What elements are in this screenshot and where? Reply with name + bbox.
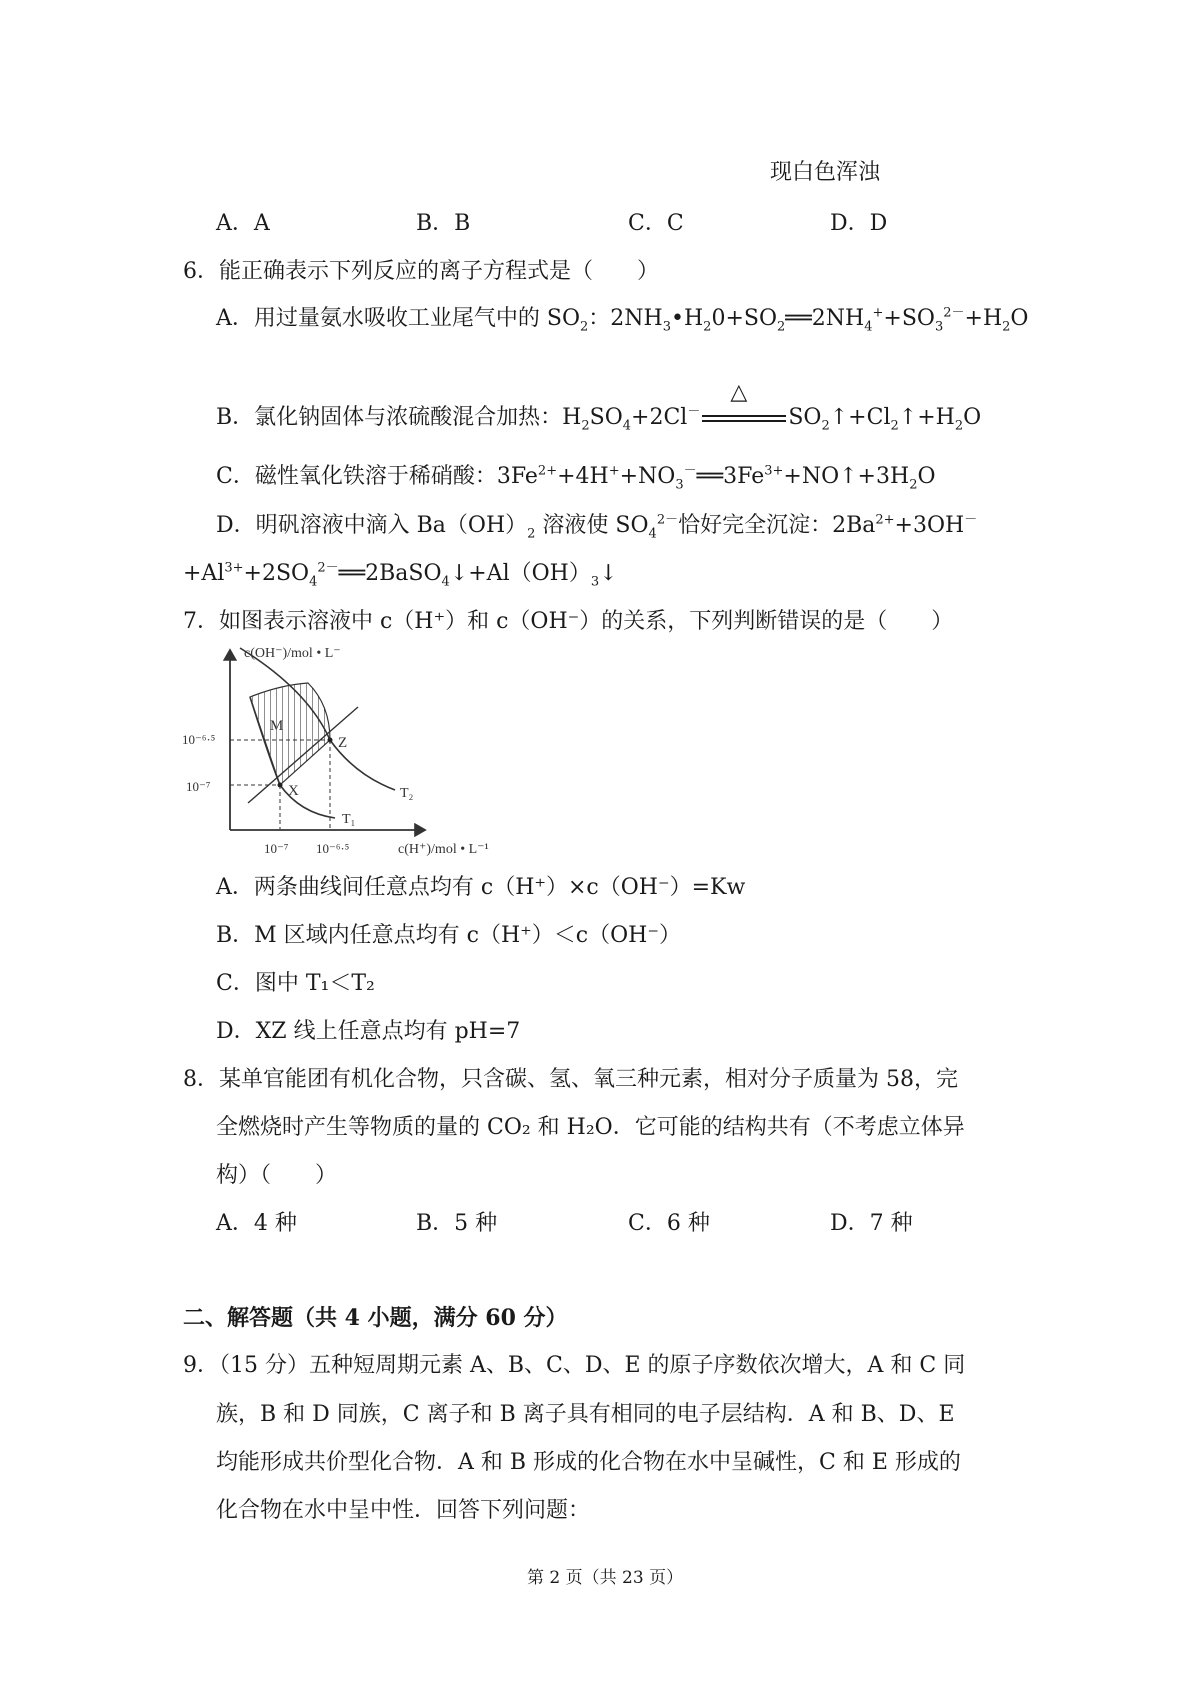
label-m: M xyxy=(270,718,284,734)
q6-option-b: B．氯化钠固体与浓硫酸混合加热：$H_2SO_4+2Cl^-$ △ $SO_2↑+Cl_2↑+H_2O$ xyxy=(216,380,982,434)
q5-option-d: D．D xyxy=(830,211,888,236)
q5-option-c: C．C xyxy=(628,211,684,236)
q8-option-d: D．7 种 xyxy=(830,1211,913,1236)
page-footer: 第 2 页（共 23 页） xyxy=(527,1568,684,1588)
x-axis-label: c(H⁺)/mol • L⁻¹ xyxy=(398,842,489,857)
point-z xyxy=(328,738,333,743)
q6-option-d: D．明矾溶液中滴入 $Ba(OH)_2$ 溶液使 $SO_4^{2-}$恰好完全沉淀：$2Ba^{2+}+3OH^-$ xyxy=(216,512,978,542)
q8-option-c: C．6 种 xyxy=(628,1211,710,1236)
double-line xyxy=(702,415,786,422)
heating-arrow xyxy=(700,380,788,427)
q7-option-d: D．XZ 线上任意点均有 pH=7 xyxy=(216,1019,521,1044)
label-x: X xyxy=(288,783,299,799)
q6-option-c-prefix: C．磁性氧化铁溶于稀硝酸：3Fe xyxy=(216,464,538,489)
x-tick-7: 10⁻⁷ xyxy=(264,841,289,856)
q9-line-2: 族，B 和 D 同族，C 离子和 B 离子具有相同的电子层结构．A 和 B、D、E xyxy=(216,1402,955,1427)
q6-option-b-prefix: B．氯化钠固体与浓硫酸混合加热：H xyxy=(216,405,582,430)
q6-option-d-cont: $+Al^{3+}+2SO_4^{2-}══2BaSO_4↓+Al(OH)_3↓$ xyxy=(183,560,618,590)
q5-option-a: A．A xyxy=(216,211,270,236)
q5-tail-text: 现白色浑浊 xyxy=(770,160,881,185)
q5-option-b: B．B xyxy=(416,211,471,236)
label-z: Z xyxy=(338,735,348,751)
q6-option-a: A．用过量氨水吸收工业尾气中的 $SO_2$：$2NH_3•H_20+SO_2══2NH_4^++SO_3^{2-}+H_2O$ xyxy=(216,305,1029,335)
q7-option-c: C．图中 T₁＜T₂ xyxy=(216,971,375,996)
q8-option-a: A．4 种 xyxy=(216,1211,297,1236)
q6-option-c: C．磁性氧化铁溶于稀硝酸：$3Fe^{2+}+4H^++NO_3^-══3Fe^{3+}+NO↑+3H_2O$ xyxy=(216,463,936,493)
q8-option-b: B．5 种 xyxy=(416,1211,498,1236)
q9-line-1: 9．（15 分）五种短周期元素 A、B、C、D、E 的原子序数依次增大，A 和 C 同 xyxy=(183,1353,966,1378)
q6-option-d-prefix: D．明矾溶液中滴入 Ba（OH） xyxy=(216,513,528,538)
q7-stem: 7．如图表示溶液中 c（H⁺）和 c（OH⁻）的关系，下列判断错误的是（ ） xyxy=(183,609,954,634)
q6-option-a-prefix: A．用过量氨水吸收工业尾气中的 SO xyxy=(216,306,580,331)
label-t2: T₂ xyxy=(400,786,414,801)
delta-icon: △ xyxy=(730,380,748,405)
y-tick-65: 10⁻⁶·⁵ xyxy=(182,732,216,747)
q8-line-2: 全燃烧时产生等物质的量的 CO₂ 和 H₂O．它可能的结构共有（不考虑立体异 xyxy=(216,1115,965,1140)
q6-stem: 6．能正确表示下列反应的离子方程式是（ ） xyxy=(183,259,659,284)
x-tick-65: 10⁻⁶·⁵ xyxy=(316,841,350,856)
point-x xyxy=(278,783,283,788)
q8-line-3: 构）（ ） xyxy=(216,1163,338,1188)
q8-line-1: 8．某单官能团有机化合物，只含碳、氢、氧三种元素，相对分子质量为 58，完 xyxy=(183,1067,958,1092)
q7-option-b: B．M 区域内任意点均有 c（H⁺）＜c（OH⁻） xyxy=(216,923,681,948)
q9-line-3: 均能形成共价型化合物．A 和 B 形成的化合物在水中呈碱性，C 和 E 形成的 xyxy=(216,1450,961,1475)
q9-line-4: 化合物在水中呈中性．回答下列问题： xyxy=(216,1498,591,1523)
y-tick-7: 10⁻⁷ xyxy=(186,779,211,794)
label-t1: T₁ xyxy=(342,812,356,827)
y-axis-label: c(OH⁻)/mol • L⁻ xyxy=(244,646,341,661)
kw-curve-figure xyxy=(180,645,520,860)
section-heading: 二、解答题（共 4 小题，满分 60 分） xyxy=(183,1305,568,1331)
q7-option-a: A．两条曲线间任意点均有 c（H⁺）×c（OH⁻）=Kw xyxy=(216,875,746,900)
